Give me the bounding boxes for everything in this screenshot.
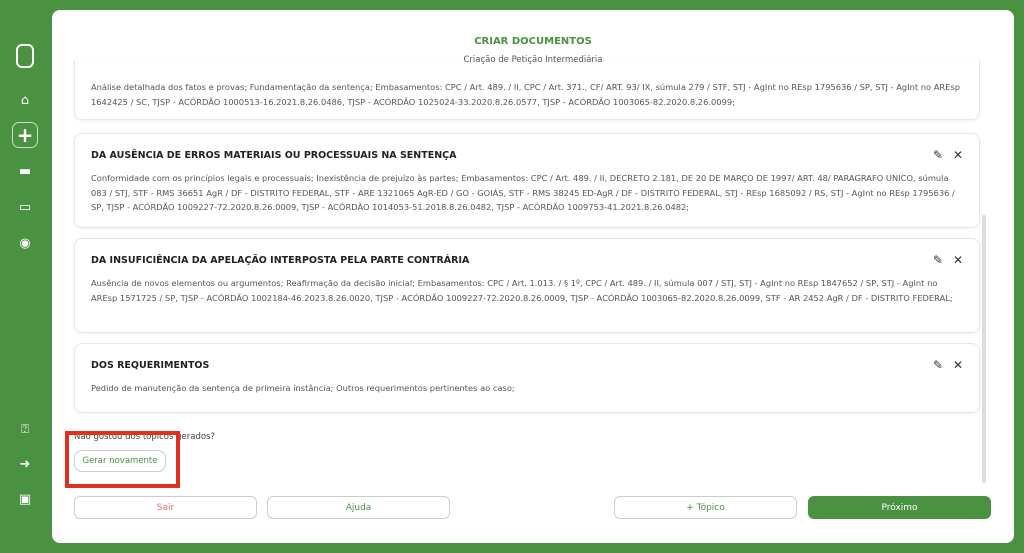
close-icon[interactable]: ✕ bbox=[952, 253, 963, 267]
topic-card bbox=[74, 238, 980, 333]
credit-card-icon[interactable]: ▭ bbox=[18, 199, 32, 215]
folder-icon[interactable]: ▬ bbox=[18, 163, 32, 179]
edit-icon[interactable]: ✎ bbox=[932, 148, 943, 162]
regenerate-button[interactable]: Gerar novamente bbox=[74, 450, 166, 472]
topic-title: DA INSUFICIÊNCIA DA APELAÇÃO INTERPOSTA PELA PARTE CONTRÁRIA bbox=[91, 255, 470, 266]
add-topic-button[interactable]: + Tópico bbox=[614, 496, 797, 519]
sidebar bbox=[0, 0, 52, 553]
robot-icon[interactable]: ◉ bbox=[19, 235, 31, 251]
topic-title: DA AUSÊNCIA DE ERROS MATERIAIS OU PROCESSUAIS NA SENTENÇA bbox=[91, 150, 457, 161]
home-icon[interactable]: ⌂ bbox=[20, 92, 30, 108]
logout-icon[interactable]: ➜ bbox=[19, 456, 31, 472]
topic-text: Ausência de novos elementos ou argumentos; Reafirmação da decisão inicial; Embasamentos: CPC / Art. 1.013. / § 1º, CPC / Art. 489. / II, súmula 007 / STJ, STJ - AgInt no REsp 1847652 / SP, STJ - AgInt no AREsp 1571725 / SP, TJSP - ACÓRDÃO 1002184-46.2023.8.26.0020, TJSP - ACÓRDÃO 1009227-72.2020.8.26.0009, TJSP - ACÓRDÃO 1003065-82.2020.8.26.0099, STF - AR 2452 AgR / DF - DISTRITO FEDERAL; bbox=[91, 278, 953, 303]
edit-icon[interactable]: ✎ bbox=[932, 253, 943, 267]
book-icon[interactable]: ▣ bbox=[18, 491, 32, 507]
topic-title: DOS REQUERIMENTOS bbox=[91, 360, 210, 371]
topic-text: Pedido de manutenção da sentença de primeira instância; Outros requerimentos pertinentes ao caso; bbox=[91, 383, 515, 393]
topic-card bbox=[74, 343, 980, 413]
new-document-icon[interactable]: + bbox=[12, 122, 38, 148]
close-icon[interactable]: ✕ bbox=[952, 148, 963, 162]
topic-text: Análise detalhada dos fatos e provas; Fundamentação da sentença; Embasamentos: CPC / Art. 489. / II, CPC / Art. 371., CF/ ART. 93/ IX, súmula 279 / STF, STJ - AgInt no REsp 1795636 / SP, STJ - AgInt no AREsp 1642425 / SC, TJSP - ACÓRDÃO 1000513-16.2021.8.26.0486, TJSP - ACÓRDÃO 1025024-33.2020.8.26.0577, TJSP - ACÓRDÃO 1003065-82.2020.8.26.0099; bbox=[91, 82, 961, 107]
help-icon[interactable]: ⍰ bbox=[21, 421, 29, 437]
page-title: CRIAR DOCUMENTOS bbox=[474, 36, 592, 47]
edit-icon[interactable]: ✎ bbox=[932, 358, 943, 372]
topic-card bbox=[74, 60, 980, 120]
topic-card bbox=[74, 133, 980, 228]
exit-button[interactable]: Sair bbox=[74, 496, 257, 519]
close-icon[interactable]: ✕ bbox=[952, 358, 963, 372]
logo-icon[interactable] bbox=[16, 44, 34, 68]
help-button[interactable]: Ajuda bbox=[267, 496, 450, 519]
topic-text: Conformidade com os princípios legais e processuais; Inexistência de prejuízo às partes; Embasamentos: CPC / Art. 489. / II, DECRETO 2.181, DE 20 DE MARÇO DE 1997/ ART. 48/ PARAGRAFO UNICO, súmula 083 / STJ, STF - RMS 36651 AgR / DF - DISTRITO FEDERAL, STF - ARE 1321065 AgR-ED / GO - GOIÁS, STF - RMS 38245 ED-AgR / DF - DISTRITO FEDERAL, STJ - REsp 1685092 / RS, STJ - AgInt no REsp 1795636 / SP, TJSP - ACÓRDÃO 1009227-72.2020.8.26.0009, TJSP - ACÓRDÃO 1014053-51.2018.8.26.0482, TJSP - ACÓRDÃO 1009753-41.2021.8.26.0482; bbox=[91, 173, 955, 212]
next-button[interactable]: Próximo bbox=[808, 496, 991, 519]
main-panel bbox=[52, 10, 1014, 543]
page-subtitle: Criação de Petição Intermediária bbox=[463, 55, 603, 65]
scrollbar[interactable] bbox=[982, 215, 986, 483]
highlight-box bbox=[65, 431, 180, 488]
regenerate-question: Não gostou dos tópicos gerados? bbox=[74, 432, 216, 442]
